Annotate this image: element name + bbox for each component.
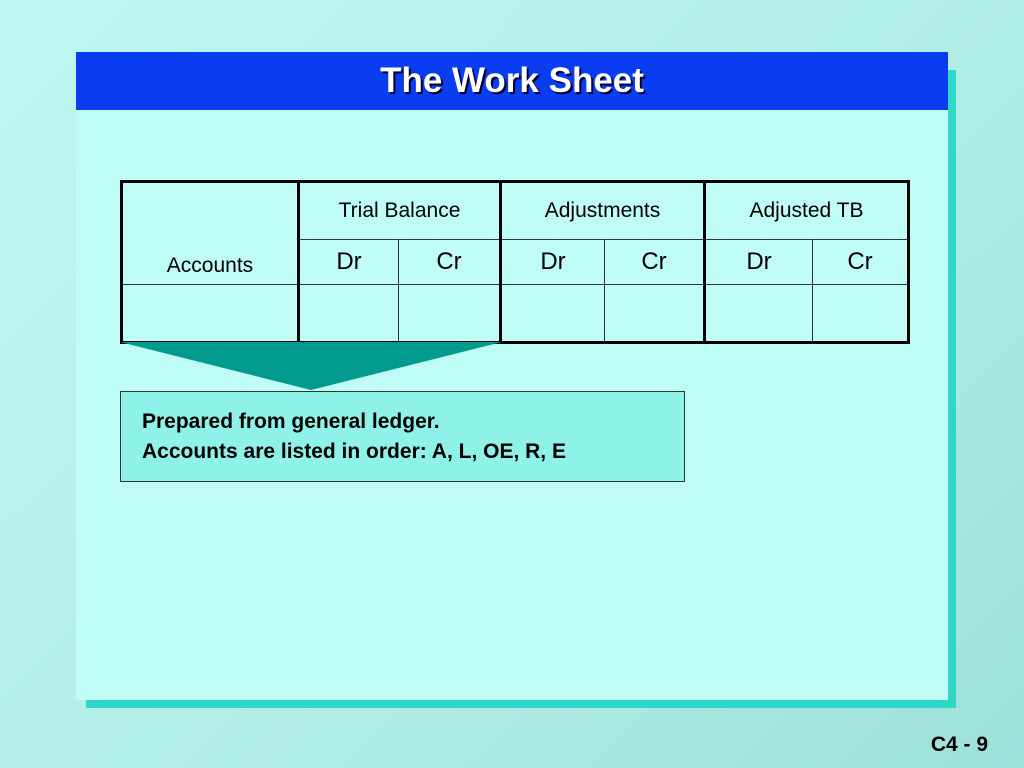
accounts-header: Accounts bbox=[122, 182, 299, 285]
worksheet-table bbox=[120, 180, 910, 344]
adjusted-tb-cr-cell bbox=[813, 285, 909, 343]
accounts-cell bbox=[122, 285, 299, 343]
trial-balance-cr: Cr bbox=[399, 240, 501, 285]
pointer-triangle bbox=[120, 342, 502, 390]
slide-title: The Work Sheet bbox=[380, 61, 644, 100]
adjustments-cr-cell bbox=[605, 285, 705, 343]
note-line-1: Prepared from general ledger. bbox=[142, 410, 440, 433]
adjusted-tb-dr-cell bbox=[705, 285, 813, 343]
slide-number: C4 - 9 bbox=[930, 733, 988, 756]
adjustments-cr: Cr bbox=[605, 240, 705, 285]
title-bar bbox=[76, 52, 948, 110]
note-box bbox=[120, 391, 685, 482]
pointer-arrow bbox=[120, 342, 502, 390]
trial-balance-dr: Dr bbox=[299, 240, 399, 285]
adjusted-tb-dr: Dr bbox=[705, 240, 813, 285]
adjustments-header: Adjustments bbox=[501, 182, 705, 240]
trial-balance-dr-cell bbox=[299, 285, 399, 343]
note-line-2: Accounts are listed in order: A, L, OE, R, E bbox=[142, 440, 566, 463]
adjustments-dr-cell bbox=[501, 285, 605, 343]
adjustments-dr: Dr bbox=[501, 240, 605, 285]
trial-balance-header: Trial Balance bbox=[299, 182, 501, 240]
adjusted-tb-header: Adjusted TB bbox=[705, 182, 909, 240]
adjusted-tb-cr: Cr bbox=[813, 240, 909, 285]
trial-balance-cr-cell bbox=[399, 285, 501, 343]
